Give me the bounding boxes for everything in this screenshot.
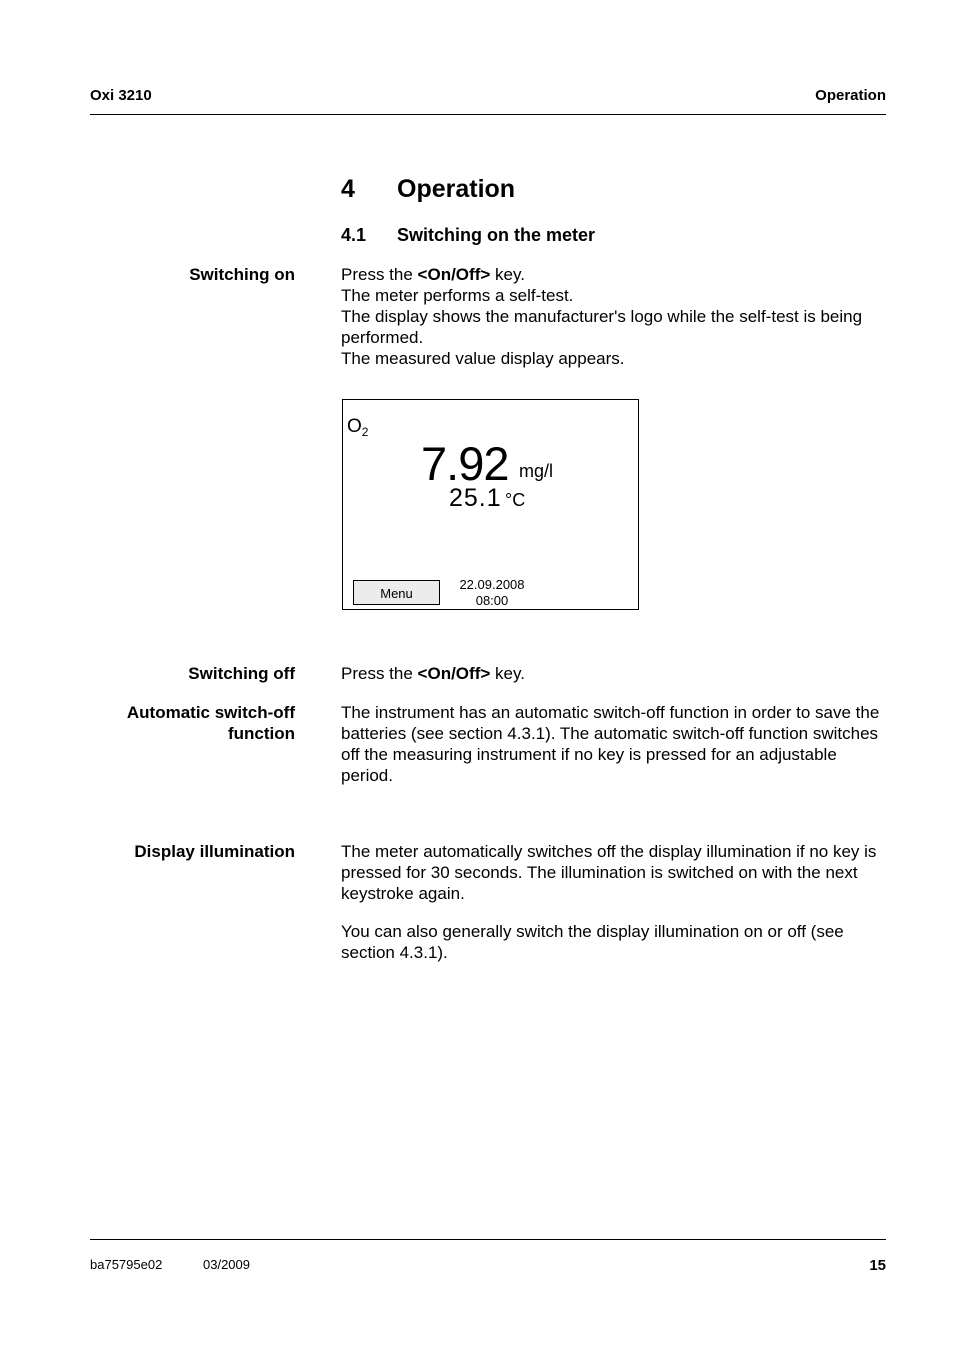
- switching-on-line3: The display shows the manufacturer's logo while the self-test is being performed.: [341, 307, 863, 347]
- text-fragment: key.: [490, 265, 525, 284]
- parameter-subscript: 2: [361, 425, 369, 439]
- footer-rule: [90, 1239, 886, 1240]
- key-on-off: <On/Off>: [417, 265, 491, 284]
- section-title: Switching on the meter: [397, 225, 596, 245]
- side-label-line: function: [227, 724, 295, 743]
- temperature-value: 25.1: [449, 484, 502, 512]
- header-chapter-name: Operation: [815, 87, 886, 104]
- menu-softkey: Menu: [353, 580, 440, 605]
- footer-doc-id: ba75795e02: [90, 1257, 163, 1272]
- side-label-line: Automatic switch-off: [126, 703, 295, 722]
- measured-unit: mg/l: [519, 461, 554, 481]
- switching-on-line2: The meter performs a self-test.: [341, 286, 574, 305]
- switching-off-text: [341, 663, 891, 684]
- datetime-readout: [455, 577, 529, 609]
- switching-on-line1: [341, 264, 891, 285]
- side-label-auto-off: [127, 702, 295, 744]
- side-label-switching-on: Switching on: [189, 265, 295, 284]
- text-fragment: Press the: [341, 265, 418, 284]
- switching-on-line4: The measured value display appears.: [341, 349, 625, 368]
- parameter-symbol: O: [347, 416, 362, 437]
- text-fragment: Press the: [341, 664, 418, 683]
- time-readout: 08:00: [475, 593, 509, 608]
- text-fragment: key.: [490, 664, 525, 683]
- chapter-number: 4: [341, 175, 355, 203]
- header-product-name: Oxi 3210: [90, 87, 152, 104]
- side-label-illumination: Display illumination: [134, 842, 295, 861]
- measured-value: 7.92: [421, 437, 509, 490]
- switching-on-text: [341, 264, 891, 369]
- side-label-switching-off: Switching off: [188, 664, 295, 683]
- parameter-label: [347, 416, 368, 439]
- meter-display-illustration: [342, 399, 639, 610]
- section-number: 4.1: [341, 225, 367, 245]
- illumination-para2: You can also generally switch the display illumination on or off (see section 4.3.1).: [341, 922, 844, 962]
- illumination-para1: The meter automatically switches off the display illumination if no key is pressed for 30 seconds. The illumination is switched on with the next keystroke again.: [341, 842, 877, 903]
- chapter-title: Operation: [397, 175, 516, 203]
- header-rule: [90, 114, 886, 115]
- footer-date: 03/2009: [203, 1257, 250, 1272]
- auto-off-text: The instrument has an automatic switch-off function in order to save the batteries (see section 4.3.1). The automatic switch-off function switches off the measuring instrument if no key is pressed for an adjustable period.: [341, 703, 880, 785]
- temperature-unit: °C: [505, 490, 526, 510]
- date-readout: 22.09.2008: [459, 577, 525, 592]
- key-on-off: <On/Off>: [417, 664, 491, 683]
- page-number: 15: [869, 1257, 886, 1274]
